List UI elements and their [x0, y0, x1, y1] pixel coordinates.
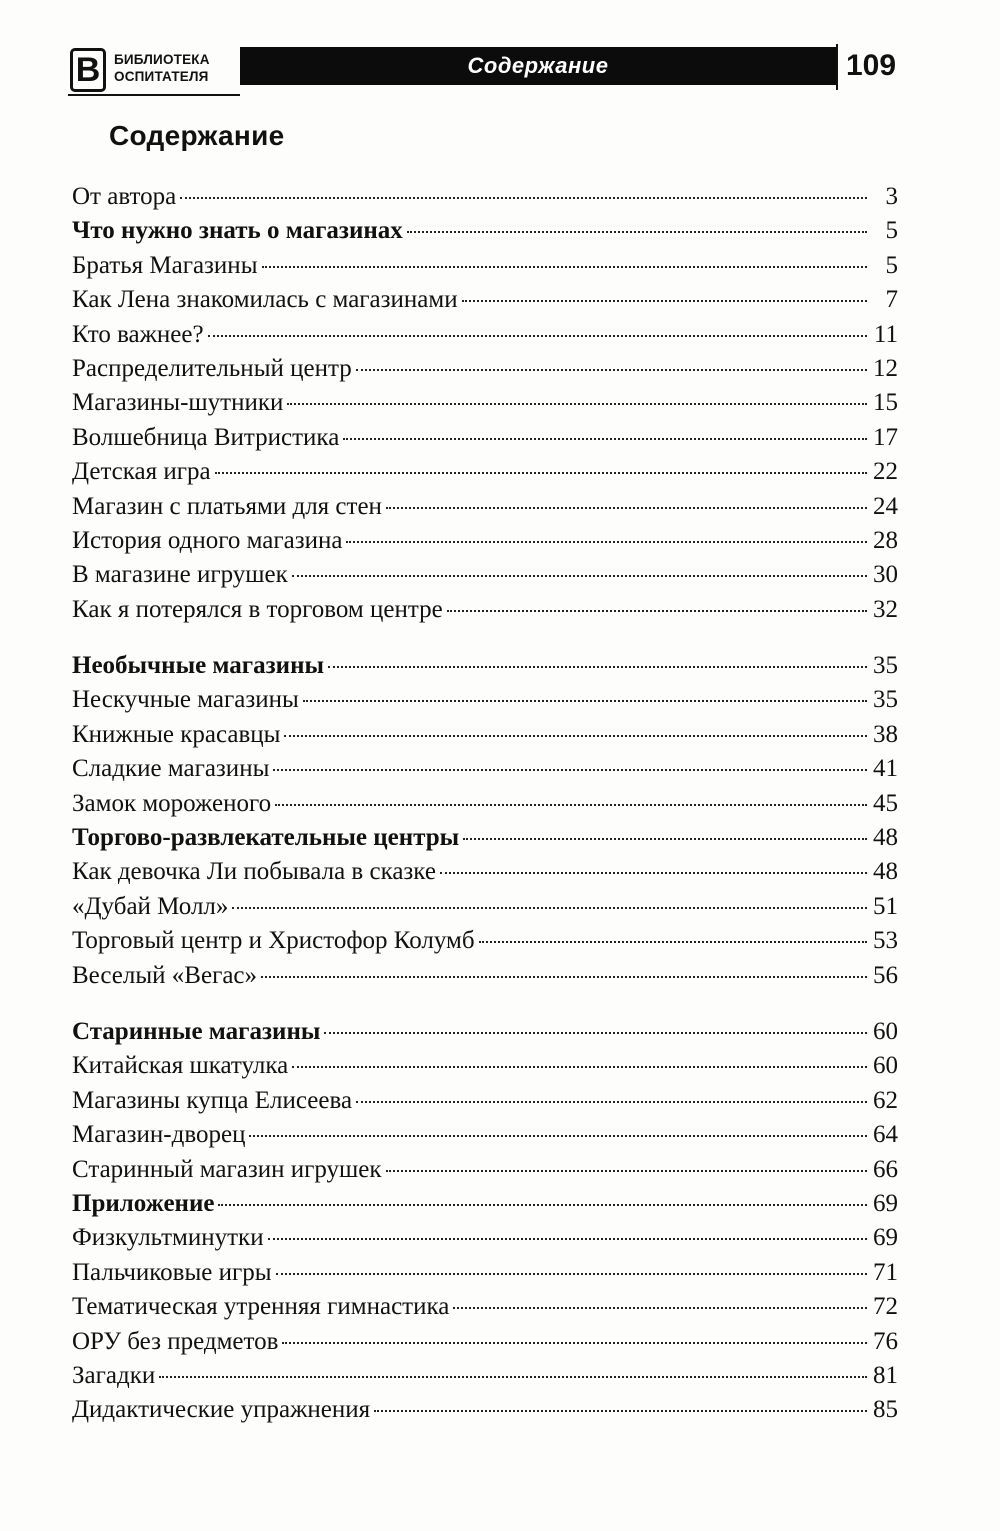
- toc-entry-title: Пальчиковые игры: [72, 1258, 272, 1286]
- toc-section-entry: [72, 649, 898, 683]
- toc-entry: [72, 455, 898, 489]
- toc-entry-page: 56: [873, 961, 898, 989]
- dot-leader: [356, 1101, 867, 1103]
- dot-leader: [275, 804, 867, 806]
- toc-section-entry: [72, 1187, 898, 1221]
- toc-entry: [72, 1049, 898, 1083]
- toc-entry-title: Сладкие магазины: [72, 755, 270, 783]
- toc-entry: [72, 180, 898, 214]
- dot-leader: [261, 976, 867, 978]
- dot-leader: [346, 541, 867, 543]
- toc-entry-title: Нескучные магазины: [72, 686, 299, 714]
- toc-entry-page: 32: [873, 595, 898, 623]
- toc-entry-title: Приложение: [72, 1189, 215, 1217]
- toc-entry: [72, 593, 898, 627]
- dot-leader: [208, 335, 867, 337]
- dot-leader: [268, 1238, 867, 1240]
- dot-leader: [218, 1204, 867, 1206]
- toc-entry: [72, 855, 898, 889]
- page-number: 109: [846, 49, 897, 82]
- toc-entry-page: 45: [873, 789, 898, 817]
- toc-entry-page: 69: [873, 1224, 898, 1252]
- toc-entry: [72, 421, 898, 455]
- toc-entry-page: 22: [873, 458, 898, 486]
- toc-entry-page: 28: [873, 526, 898, 554]
- toc-entry-page: 30: [873, 561, 898, 589]
- series-logo: [68, 44, 240, 96]
- toc-entry: [72, 318, 898, 352]
- toc-entry-page: 60: [873, 1052, 898, 1080]
- dot-leader: [386, 1170, 867, 1172]
- toc-section-entry: [72, 1015, 898, 1049]
- toc-entry-page: 48: [873, 824, 898, 852]
- running-title-bar: [240, 47, 836, 85]
- toc-entry-title: Магазин с платьями для стен: [72, 492, 382, 520]
- toc-entry-page: 62: [873, 1086, 898, 1114]
- toc-entry: [72, 1325, 898, 1359]
- dot-leader: [276, 1273, 867, 1275]
- toc-entry-title: Как Лена знакомилась с магазинами: [72, 286, 458, 314]
- toc-entry: [72, 1221, 898, 1255]
- toc-entry-title: Волшебница Витристика: [72, 423, 340, 451]
- toc-entry-page: 60: [873, 1017, 898, 1045]
- toc-entry: [72, 683, 898, 717]
- dot-leader: [180, 197, 867, 199]
- dot-leader: [232, 907, 867, 909]
- dot-leader: [462, 300, 867, 302]
- toc-entry: [72, 1118, 898, 1152]
- toc-entry-title: Магазины-шутники: [72, 389, 284, 417]
- logo-letter-box: [70, 48, 106, 92]
- toc-entry: [72, 283, 898, 317]
- toc-entry: [72, 386, 898, 420]
- toc-entry: [72, 524, 898, 558]
- toc-entry: [72, 890, 898, 924]
- dot-leader: [407, 231, 867, 233]
- toc-entry-title: Книжные красавцы: [72, 720, 281, 748]
- toc-entry-title: «Дубай Молл»: [72, 892, 229, 920]
- toc-entry-page: 11: [873, 320, 898, 348]
- toc-entry-page: 66: [873, 1155, 898, 1183]
- toc-entry-title: Необычные магазины: [72, 652, 325, 680]
- logo-text-line1: БИБЛИОТЕКА: [114, 52, 210, 67]
- dot-leader: [440, 872, 867, 874]
- toc-entry: [72, 1084, 898, 1118]
- toc-entry-page: 5: [885, 251, 898, 279]
- toc-entry: [72, 558, 898, 592]
- toc-entry: [72, 249, 898, 283]
- toc-entry-page: 53: [873, 927, 898, 955]
- toc-entry: [72, 1290, 898, 1324]
- toc-entry-title: Магазин-дворец: [72, 1121, 246, 1149]
- toc-entry-title: Старинный магазин игрушек: [72, 1155, 382, 1183]
- toc-entry-page: 38: [873, 720, 898, 748]
- toc-entry-title: Китайская шкатулка: [72, 1052, 289, 1080]
- toc-entry-title: Веселый «Вегас»: [72, 961, 258, 989]
- toc-entry-page: 5: [885, 217, 898, 245]
- dot-leader: [282, 1342, 867, 1344]
- toc-entry-page: 17: [873, 423, 898, 451]
- toc-entry-page: 7: [885, 286, 898, 314]
- dot-leader: [324, 1032, 867, 1034]
- dot-leader: [479, 941, 867, 943]
- toc-section-entry: [72, 214, 898, 248]
- page-title: Содержание: [109, 120, 285, 151]
- toc-entry-title: В магазине игрушек: [72, 561, 288, 589]
- dot-leader: [215, 472, 867, 474]
- toc-entry-page: 64: [873, 1121, 898, 1149]
- toc-entry-title: Торговый центр и Христофор Колумб: [72, 927, 475, 955]
- toc-section-entry: [72, 821, 898, 855]
- toc-entry-title: Как я потерялся в торговом центре: [72, 595, 443, 623]
- toc-entry-page: 85: [873, 1396, 898, 1424]
- toc-entry: [72, 787, 898, 821]
- header-divider: [836, 44, 838, 90]
- dot-leader: [249, 1135, 867, 1137]
- toc-entry: [72, 959, 898, 993]
- toc-entry: [72, 1393, 898, 1427]
- dot-leader: [273, 769, 867, 771]
- toc-entry-title: Магазины купца Елисеева: [72, 1086, 353, 1114]
- toc-entry-page: 12: [873, 354, 898, 382]
- toc-entry-title: Физкультминутки: [72, 1224, 264, 1252]
- toc-entry-title: Что нужно знать о магазинах: [72, 217, 403, 245]
- running-title: Содержание: [467, 53, 609, 78]
- toc-entry-title: Распределительный центр: [72, 354, 352, 382]
- toc-entry-title: История одного магазина: [72, 526, 343, 554]
- toc-entry-title: Тематическая утренняя гимнастика: [72, 1293, 450, 1321]
- toc-entry-title: Замок мороженого: [72, 789, 272, 817]
- toc-entry: [72, 1359, 898, 1393]
- toc-entry-title: Загадки: [72, 1361, 156, 1389]
- toc-entry-title: ОРУ без предметов: [72, 1327, 279, 1355]
- page-header: [68, 44, 900, 96]
- toc-entry-page: 69: [873, 1189, 898, 1217]
- toc-entry-page: 48: [873, 858, 898, 886]
- toc-entry-page: 41: [873, 755, 898, 783]
- dot-leader: [284, 735, 867, 737]
- toc-entry-page: 81: [873, 1361, 898, 1389]
- toc-entry-title: Старинные магазины: [72, 1017, 321, 1045]
- toc-entry: [72, 752, 898, 786]
- dot-leader: [463, 838, 867, 840]
- dot-leader: [343, 438, 867, 440]
- toc-entry-title: От автора: [72, 183, 177, 210]
- toc-entry: [72, 1256, 898, 1290]
- toc-entry-page: 51: [873, 892, 898, 920]
- toc-entry-page: 15: [873, 389, 898, 417]
- toc-entry-page: 35: [873, 652, 898, 680]
- dot-leader: [447, 610, 867, 612]
- toc-entry: [72, 718, 898, 752]
- logo-text-line2: ОСПИТАТЕЛЯ: [114, 69, 209, 84]
- dot-leader: [453, 1307, 867, 1309]
- toc-entry-title: Детская игра: [72, 458, 211, 486]
- dot-leader: [386, 507, 867, 509]
- dot-leader: [159, 1376, 867, 1378]
- toc-entry-title: Кто важнее?: [72, 320, 204, 348]
- toc-entry: [72, 490, 898, 524]
- toc-entry: [72, 1153, 898, 1187]
- dot-leader: [292, 1066, 867, 1068]
- toc-entry: [72, 352, 898, 386]
- dot-leader: [356, 369, 867, 371]
- dot-leader: [262, 266, 868, 268]
- toc-entry-page: 35: [873, 686, 898, 714]
- toc-entry: [72, 924, 898, 958]
- toc-entry-page: 76: [873, 1327, 898, 1355]
- toc-entry-title: Как девочка Ли побывала в сказке: [72, 858, 436, 886]
- toc-entry-title: Братья Магазины: [72, 251, 258, 279]
- dot-leader: [303, 700, 867, 702]
- toc-entry-page: 3: [885, 183, 898, 210]
- toc-entry-title: Дидактические упражнения: [72, 1396, 371, 1424]
- dot-leader: [292, 575, 867, 577]
- toc-entry-title: Торгово-развлекательные центры: [72, 824, 460, 852]
- toc-entry-page: 72: [873, 1293, 898, 1321]
- dot-leader: [287, 403, 867, 405]
- toc-entry-page: 71: [873, 1258, 898, 1286]
- table-of-contents: [72, 180, 898, 1428]
- toc-entry-page: 24: [873, 492, 898, 520]
- dot-leader: [374, 1410, 867, 1412]
- dot-leader: [328, 666, 867, 668]
- logo-letter: B: [75, 51, 101, 89]
